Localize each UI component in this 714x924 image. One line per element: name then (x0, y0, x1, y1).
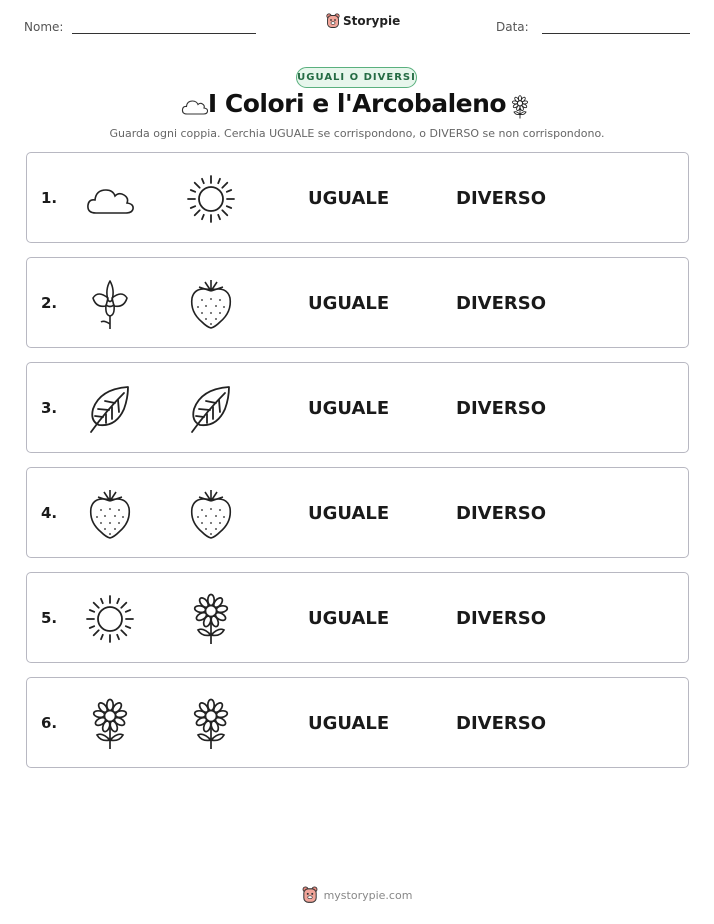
date-line[interactable] (542, 33, 690, 34)
exercise-row (26, 677, 689, 768)
different-option[interactable]: DIVERSO (456, 293, 546, 314)
different-option[interactable]: DIVERSO (456, 398, 546, 419)
name-line[interactable] (72, 33, 256, 34)
same-option[interactable]: UGUALE (308, 398, 390, 419)
brand-logo (326, 13, 400, 29)
leaf-icon (84, 383, 136, 435)
different-option[interactable]: DIVERSO (456, 608, 546, 629)
exercise-row (26, 467, 689, 558)
exercise-row (26, 152, 689, 243)
footer (0, 886, 714, 904)
different-option[interactable]: DIVERSO (456, 188, 546, 209)
page-title: I Colori e l'Arcobaleno (207, 89, 507, 118)
sunflower-icon (185, 698, 237, 750)
strawberry-icon (84, 488, 136, 540)
bear-mascot-icon (326, 13, 340, 29)
item-number: 1. (41, 189, 58, 207)
sunflower-icon (508, 91, 532, 123)
exercise-row (26, 572, 689, 663)
exercise-row (26, 257, 689, 348)
different-option[interactable]: DIVERSO (456, 713, 546, 734)
sun-icon (185, 173, 237, 225)
iris-flower-icon (84, 278, 136, 330)
sunflower-icon (84, 698, 136, 750)
strawberry-icon (185, 278, 237, 330)
name-label: Nome: (24, 20, 64, 34)
date-label: Data: (496, 20, 529, 34)
same-option[interactable]: UGUALE (308, 503, 390, 524)
item-number: 2. (41, 294, 58, 312)
leaf-icon (185, 383, 237, 435)
different-option[interactable]: DIVERSO (456, 503, 546, 524)
same-option[interactable]: UGUALE (308, 713, 390, 734)
same-option[interactable]: UGUALE (308, 293, 390, 314)
item-number: 4. (41, 504, 58, 522)
sun-icon (84, 593, 136, 645)
same-option[interactable]: UGUALE (308, 188, 390, 209)
sunflower-icon (185, 593, 237, 645)
exercise-row (26, 362, 689, 453)
footer-website[interactable]: mystorypie.com (323, 888, 413, 902)
exercise-list (26, 152, 689, 782)
item-number: 3. (41, 399, 58, 417)
brand-name: Storypie (343, 14, 401, 28)
instructions: Guarda ogni coppia. Cerchia UGUALE se corrispondono, o DIVERSO se non corrispondono. (109, 127, 605, 140)
cloud-icon (84, 173, 136, 225)
item-number: 6. (41, 714, 58, 732)
strawberry-icon (185, 488, 237, 540)
bear-mascot-icon (302, 886, 318, 904)
worksheet-type-badge: UGUALI O DIVERSI (296, 67, 417, 88)
item-number: 5. (41, 609, 58, 627)
same-option[interactable]: UGUALE (308, 608, 390, 629)
